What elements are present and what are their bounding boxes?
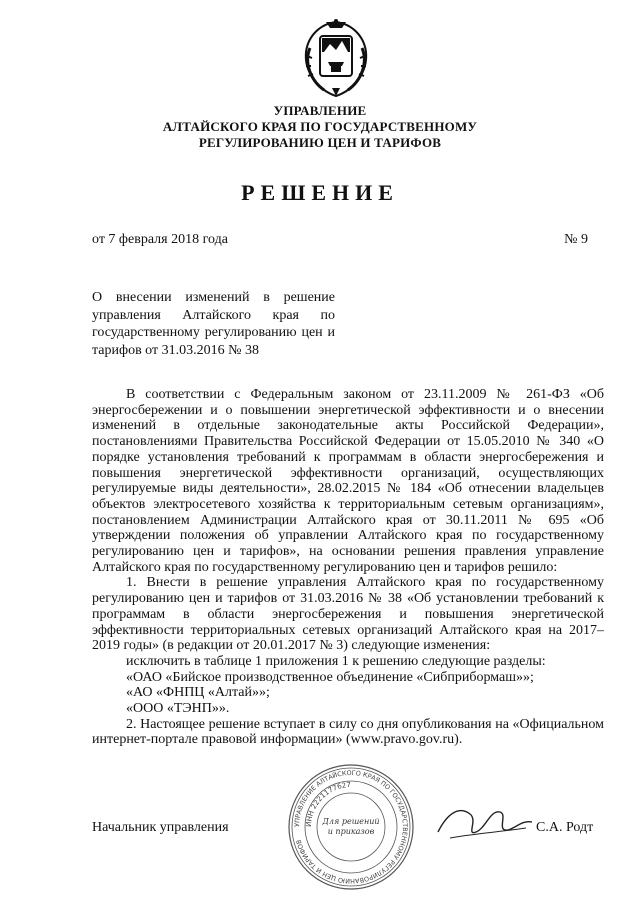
document-date: от 7 февраля 2018 года [92,232,228,247]
body-list-item: «ОАО «Бийское производственное объединение «Сибприбормаш»»; [126,669,534,685]
body-list-item: «ООО «ТЭНП»». [126,701,230,717]
body-paragraph: 2. Настоящее решение вступает в силу со дня опубликования на «Официальном интернет-портале правовой информации» (www.pravo.gov.ru). [92,716,604,748]
signatory-role: Начальник управления [92,820,229,835]
document-subject: О внесении изменений в решение управления Алтайского края по государственному регулированию цен и тарифов от 31.03.2016 № 38 [92,290,335,358]
body-paragraph: 1. Внести в решение управления Алтайского края по государственному регулированию цен и тарифов от 31.03.2016 № 38 «Об установлении требований к программам в области энергосбережения и повышения энергетической эффективности территориальных сетевых организаций Алтайского края на 2017–2019 годы» (в редакции от 20.01.2017 № 3) следующие изменения: [92,575,604,654]
handwritten-signature [430,792,540,852]
body-list-item: «АО «ФНПЦ «Алтай»»; [126,685,270,701]
seal-inn-text: ИНН 2221177627 [304,780,352,828]
agency-name-line-1: УПРАВЛЕНИЕ [273,103,367,118]
official-seal-stamp [286,762,416,892]
coat-of-arms-icon [298,18,374,100]
agency-name-line-3: РЕГУЛИРОВАНИЮ ЦЕН И ТАРИФОВ [198,135,442,150]
body-paragraph: В соответствии с Федеральным законом от 23.11.2009 № 261-ФЗ «Об энергосбережении и о повышении энергетической эффективности и о внесении изменений в отдельные законодательные акты Российской Федерации», постановлениями Правительства Российской Федерации от 15.05.2010 № 340 «О порядке установления требований к программам в области энергосбережения и повышения энергетической эффективности организаций, осуществляющих регулируемые виды деятельности», 28.02.2015 № 184 «Об отнесении владельцев объектов электросетевого хозяйства к территориальным сетевым организациям», постановлением Администрации Алтайского края от 30.11.2011 № 695 «Об утверждении положения об управлении Алтайского края по государственному регулированию цен и тарифов», на основании решения правления управление Алтайского края по государственному регулированию цен и тарифов решило: [92,387,604,575]
agency-name-line-2: АЛТАЙСКОГО КРАЯ ПО ГОСУДАРСТВЕННОМУ [162,119,478,134]
seal-outer-text: УПРАВЛЕНИЕ АЛТАЙСКОГО КРАЯ ПО ГОСУДАРСТВЕННОМУ РЕГУЛИРОВАНИЮ ЦЕН И ТАРИФОВ [292,768,410,886]
seal-center-line-1: Для решений [322,817,380,826]
document-type-title: РЕШЕНИЕ [241,180,399,205]
seal-center-line-2: и приказов [327,827,375,836]
signatory-name: С.А. Родт [536,820,594,835]
document-number: № 9 [564,232,588,247]
document-body [92,387,604,748]
body-paragraph: исключить в таблице 1 приложения 1 к решению следующие разделы: [126,653,546,669]
